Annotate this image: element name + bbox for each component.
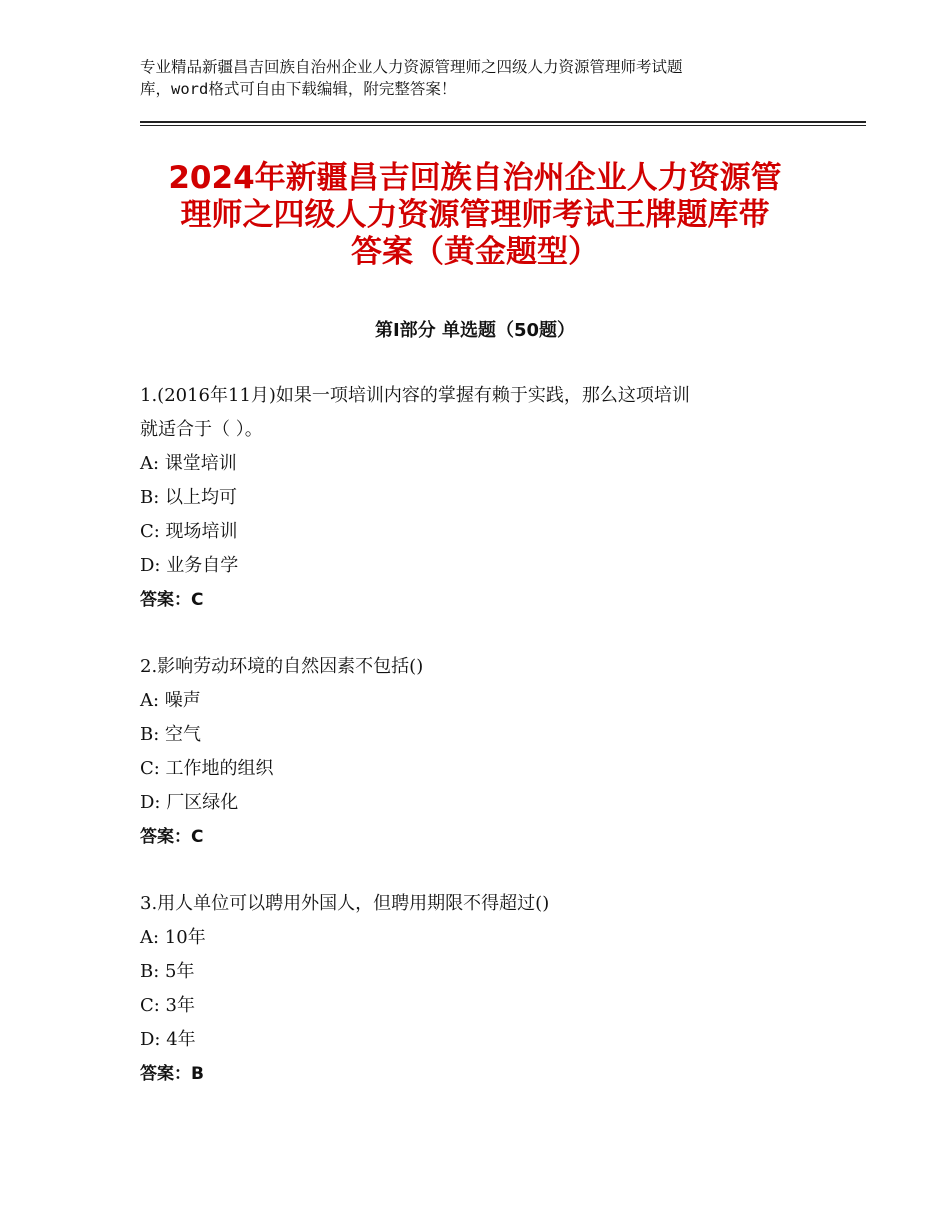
option-a: A: 10年 [140, 927, 206, 948]
option-b: B: 空气 [140, 724, 202, 745]
section-title: 第Ⅰ部分 单选题（50题） [374, 320, 575, 341]
header-divider [140, 121, 866, 123]
option-d: D: 业务自学 [140, 555, 239, 576]
question-1 [140, 379, 820, 617]
option-c: C: 工作地的组织 [140, 758, 274, 779]
document-title [120, 160, 830, 271]
option-a: A: 课堂培训 [140, 453, 237, 474]
header-note-line: 专业精品新疆昌吉回族自治州企业人力资源管理师之四级人力资源管理师考试题 [140, 58, 683, 76]
option-d: D: 4年 [140, 1029, 196, 1050]
question-stem: 1.(2016年11月)如果一项培训内容的掌握有赖于实践，那么这项培训 [140, 385, 690, 406]
title-line: 答案（黄金题型） [351, 234, 599, 270]
answer: 答案：C [140, 827, 204, 847]
question-stem: 就适合于（ ）。 [140, 419, 263, 440]
header-divider [140, 125, 866, 126]
header-note-line: 库，word格式可自由下载编辑，附完整答案！ [140, 80, 457, 98]
option-c: C: 3年 [140, 995, 196, 1016]
title-line: 2024年新疆昌吉回族自治州企业人力资源管 [168, 160, 782, 196]
title-line: 理师之四级人力资源管理师考试王牌题库带 [180, 197, 770, 233]
question-2 [140, 650, 820, 854]
answer: 答案：B [140, 1064, 204, 1084]
question-stem: 2.影响劳动环境的自然因素不包括() [140, 656, 424, 677]
option-b: B: 5年 [140, 961, 195, 982]
option-d: D: 厂区绿化 [140, 792, 239, 813]
answer: 答案：C [140, 590, 204, 610]
option-a: A: 噪声 [140, 690, 201, 711]
option-c: C: 现场培训 [140, 521, 238, 542]
question-list [140, 379, 820, 1124]
question-3 [140, 887, 820, 1091]
option-b: B: 以上均可 [140, 487, 238, 508]
header-note [140, 56, 820, 100]
question-stem: 3.用人单位可以聘用外国人，但聘用期限不得超过() [140, 893, 550, 914]
